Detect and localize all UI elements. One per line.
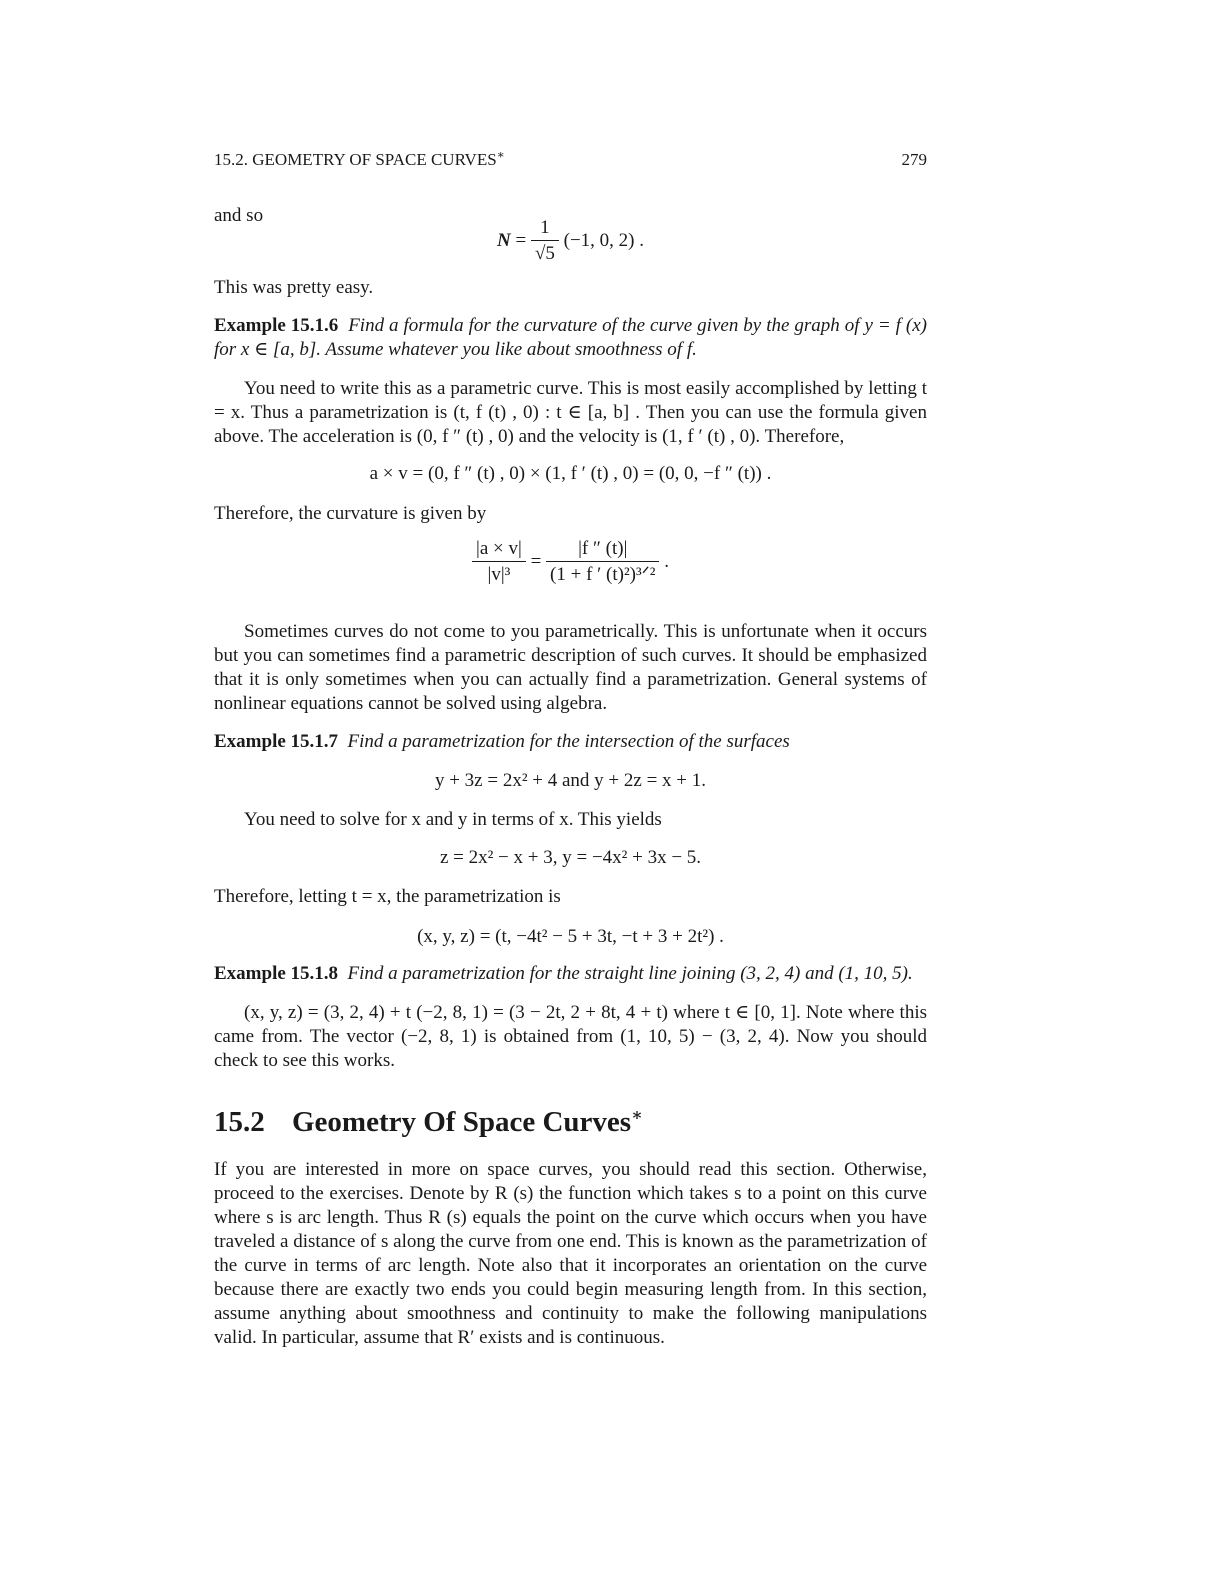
equation-curvature: $\frac{|a \times v|}{\text{|v|³}}$ = $\frac{|f '' (t)|}{\text{(1 + f ′ (t)²)³ᐟ²}}$ . <box>214 537 927 588</box>
fraction-cross-over-v3: $\frac{|a \times v|}{\text{|v|³}}$ <box>472 537 526 588</box>
and-so-text: and so <box>214 205 264 226</box>
fraction-1-over-sqrt5: $\frac{1}{√5}$ <box>531 216 559 267</box>
equation-surfaces: y + 3z = 2x² + 4 and y + 2z = x + 1. <box>434 770 707 791</box>
fraction-fpp-over-denominator: $\frac{|f '' (t)|}{\text{(1 + f ′ (t)²)³ᐟ²}}$ <box>546 537 659 588</box>
example-15-1-6: Example 15.1.6 Find a formula for the curvature of the curve given by the graph of y = f (x) for x ∈ [a, b]. Assume whatever you like about smoothness of f. <box>214 315 928 360</box>
running-title: 15.2. GEOMETRY OF SPACE CURVES∗ <box>214 147 505 169</box>
example-15-1-8-paragraph: (x, y, z) = (3, 2, 4) + t (−2, 8, 1) = (3 − 2t, 2 + 8t, 4 + t) where t ∈ [0, 1]. Note where this came from. The vector (−2, 8, 1) is obtained from (1, 10, 5) − (3, 2, 4). Now you should check to see this works. <box>214 1002 927 1071</box>
equation-cross-product: a × v = (0, f ″ (t) , 0) × (1, f ′ (t) , 0) = (0, 0, −f ″ (t)) . <box>369 463 772 484</box>
section-title: Geometry Of Space Curves <box>292 1106 632 1138</box>
section-paragraph: If you are interested in more on space curves, you should read this section. Otherwise, proceed to the exercises. Denote by R (s) the function which takes s to a point on this curve where s is arc length. Thus R (s) equals the point on the curve which occurs when you have traveled a distance of s along the curve from one end. This is known as the parametrization of the curve in terms of arc length. Note also that it incorporates an orientation on the curve because there are exactly two ends you could begin measuring length from. In this section, assume anything about smoothness and continuity to make the following manipulations valid. In particular, assume that R′ exists and is continuous. <box>214 1159 927 1348</box>
equation-N: N = $\frac{1}{√5}$ (−1, 0, 2) . <box>214 216 927 267</box>
page-number: 279 <box>901 150 927 169</box>
section-heading: 15.2 Geometry Of Space Curves∗ <box>214 1105 643 1138</box>
running-header <box>214 148 927 172</box>
curvature-intro: Therefore, the curvature is given by <box>214 503 487 524</box>
section-number: 15.2 <box>214 1106 265 1138</box>
equation-parametrization: (x, y, z) = (t, −4t² − 5 + 3t, −t + 3 + 2t²) . <box>417 926 724 947</box>
letting-text: Therefore, letting t = x, the parametrization is <box>214 886 561 907</box>
example-15-1-8: Example 15.1.8 Find a parametrization for the straight line joining (3, 2, 4) and (1, 10, 5). <box>214 963 913 984</box>
example-15-1-7: Example 15.1.7 Find a parametrization for the intersection of the surfaces <box>214 731 790 752</box>
solve-text: You need to solve for x and y in terms of x. This yields <box>244 809 662 830</box>
equation-solved: z = 2x² − x + 3, y = −4x² + 3x − 5. <box>439 847 702 868</box>
paragraph-sometimes: Sometimes curves do not come to you parametrically. This is unfortunate when it occurs but you can sometimes find a parametric description of such curves. It should be emphasized that it is only sometimes when you can actually find a parametrization. General systems of nonlinear equations cannot be solved using algebra. <box>214 621 927 714</box>
example-15-1-6-paragraph: You need to write this as a parametric curve. This is most easily accomplished by letting t = x. Thus a parametrization is (t, f (t) , 0) : t ∈ [a, b] . Then you can use the formula given above. The acceleration is (0, f ″ (t) , 0) and the velocity is (1, f ′ (t) , 0). Therefore, <box>214 378 927 447</box>
easy-text: This was pretty easy. <box>214 277 374 298</box>
